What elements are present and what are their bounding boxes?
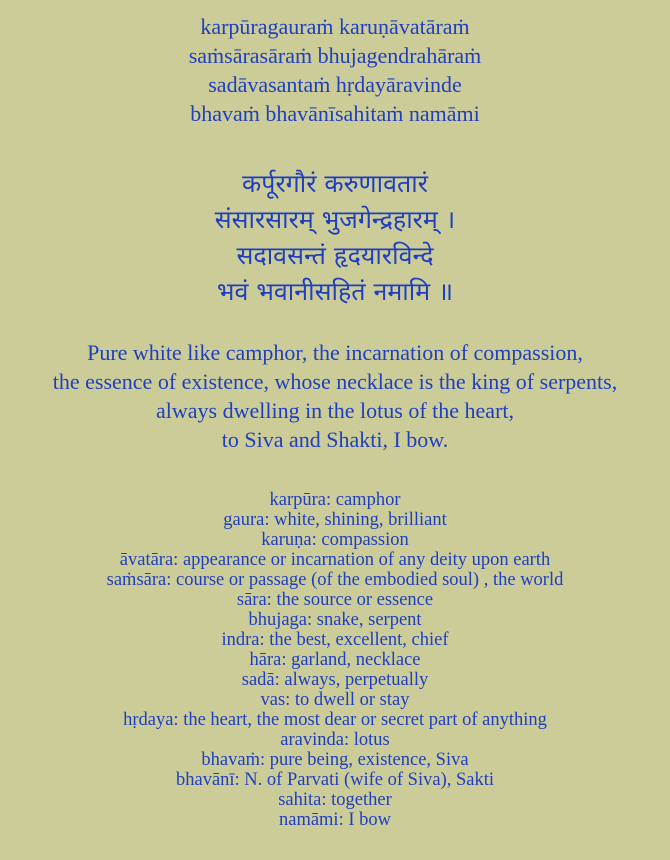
devanagari-line-2: संसारसारम् भुजगेन्द्रहारम् । bbox=[214, 205, 456, 234]
glossary-entry: indra: the best, excellent, chief bbox=[221, 630, 449, 650]
glossary-entry: karuṇa: compassion bbox=[261, 530, 409, 550]
translation-line-2: the essence of existence, whose necklace is the king of serpents, bbox=[52, 369, 618, 394]
glossary-entry: vas: to dwell or stay bbox=[260, 690, 410, 710]
glossary-entry: āvatāra: appearance or incarnation of any deity upon earth bbox=[119, 550, 551, 570]
transliteration-line-2: saṁsārasāraṁ bhujagendrahāraṁ bbox=[188, 43, 482, 68]
translation-line-1: Pure white like camphor, the incarnation of compassion, bbox=[87, 340, 583, 365]
devanagari-line-4: भवं भवानीसहितं नमामि ॥ bbox=[216, 277, 454, 306]
english-translation bbox=[0, 338, 670, 454]
glossary-entry: sahita: together bbox=[278, 790, 392, 810]
glossary-entry: sāra: the source or essence bbox=[236, 590, 434, 610]
glossary-entry: saṁsāra: course or passage (of the embodied soul) , the world bbox=[106, 570, 564, 590]
transliteration-line-1: karpūragauraṁ karuṇāvatāraṁ bbox=[200, 14, 470, 39]
transliteration-verse bbox=[0, 12, 670, 128]
translation-line-4: to Siva and Shakti, I bow. bbox=[221, 427, 449, 452]
translation-line-3: always dwelling in the lotus of the heart, bbox=[155, 398, 515, 423]
glossary-entry: hṛdaya: the heart, the most dear or secret part of anything bbox=[123, 710, 547, 730]
glossary-entry: karpūra: camphor bbox=[269, 490, 401, 510]
transliteration-line-4: bhavaṁ bhavānīsahitaṁ namāmi bbox=[190, 101, 480, 126]
transliteration-line-3: sadāvasantaṁ hṛdayāravinde bbox=[208, 72, 462, 97]
devanagari-verse bbox=[0, 166, 670, 310]
glossary-entry: bhavānī: N. of Parvati (wife of Siva), Sakti bbox=[175, 770, 495, 790]
glossary-entry: namāmi: I bow bbox=[278, 810, 391, 830]
devanagari-line-1: कर्पूरगौरं करुणावतारं bbox=[242, 169, 428, 198]
word-glossary bbox=[0, 490, 670, 830]
devanagari-line-3: सदावसन्तं हृदयारविन्दे bbox=[236, 241, 434, 270]
glossary-entry: bhujaga: snake, serpent bbox=[248, 610, 422, 630]
glossary-entry: bhavaṁ: pure being, existence, Siva bbox=[201, 750, 469, 770]
glossary-entry: aravinda: lotus bbox=[280, 730, 390, 750]
glossary-entry: gaura: white, shining, brilliant bbox=[223, 510, 447, 530]
glossary-entry: sadā: always, perpetually bbox=[241, 670, 429, 690]
glossary-entry: hāra: garland, necklace bbox=[249, 650, 421, 670]
